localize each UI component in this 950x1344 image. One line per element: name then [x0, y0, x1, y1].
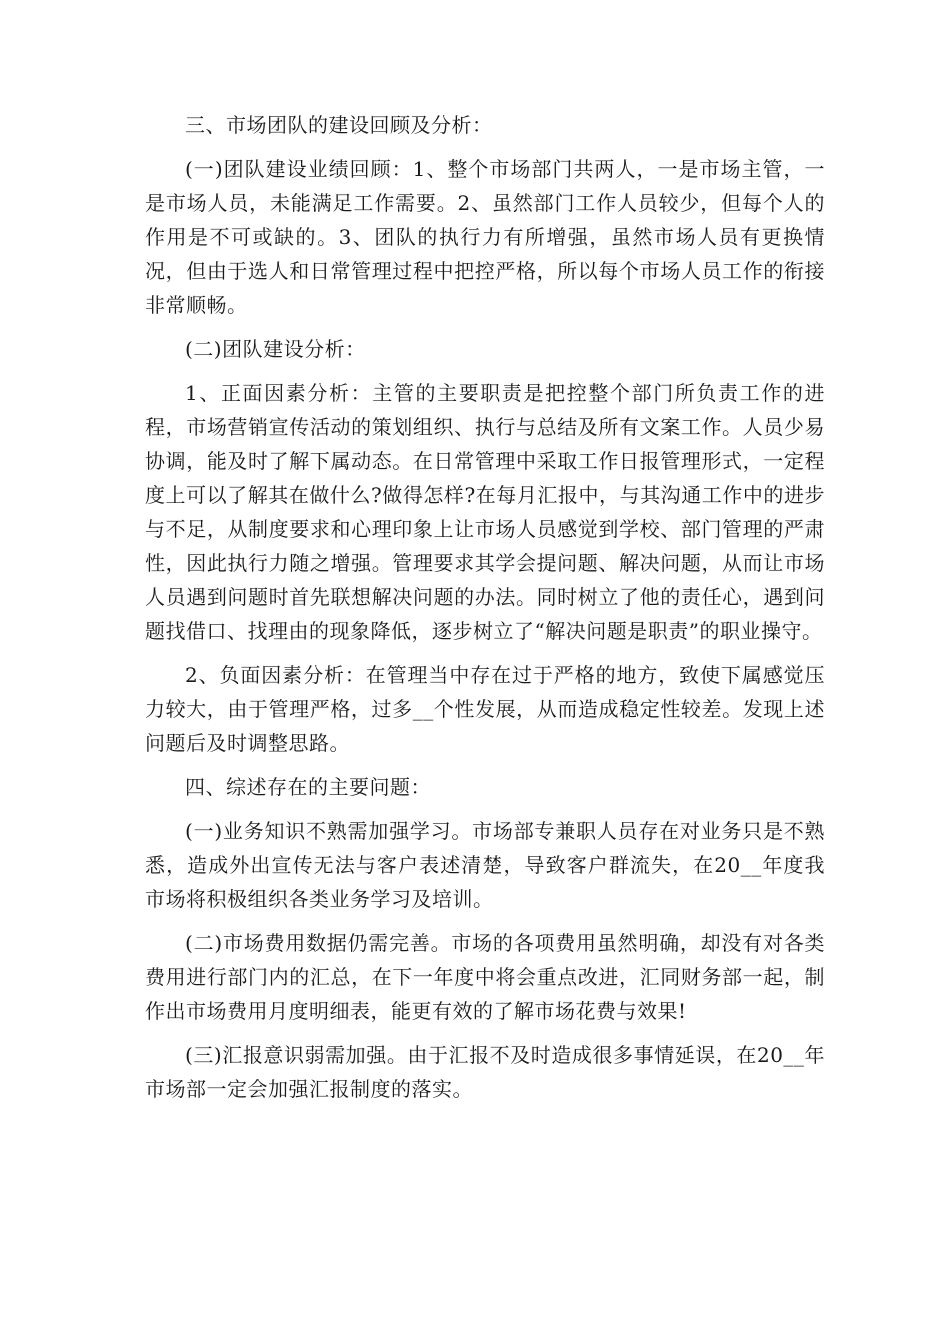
section-heading-main-problems: 四、综述存在的主要问题： — [185, 775, 431, 799]
document-body — [145, 108, 825, 1116]
section-heading-team-review: 三、市场团队的建设回顾及分析： — [185, 113, 493, 137]
paragraph-problem-business-knowledge: (一)业务知识不熟需加强学习。市场部专兼职人员存在对业务只是不熟悉，造成外出宣传无法与客户表述清楚，导致客户群流失，在20__年度我市场将积极组织各类业务学习及培训。 — [145, 819, 825, 911]
subheading-team-analysis: (二)团队建设分析： — [185, 337, 366, 361]
paragraph-negative-factors: 2、负面因素分析：在管理当中存在过于严格的地方，致使下属感觉压力较大，由于管理严格，过多__个性发展，从而造成稳定性较差。发现上述问题后及时调整思路。 — [145, 663, 825, 755]
paragraph-problem-reporting: (三)汇报意识弱需加强。由于汇报不及时造成很多事情延误，在20__年市场部一定会加强汇报制度的落实。 — [145, 1043, 825, 1101]
paragraph-team-performance-review: (一)团队建设业绩回顾：1、整个市场部门共两人，一是市场主管，一是市场人员，未能满足工作需要。2、虽然部门工作人员较少，但每个人的作用是不可或缺的。3、团队的执行力有所增强，虽然市场人员有更换情况，但由于选人和日常管理过程中把控严格，所以每个市场人员工作的衔接非常顺畅。 — [145, 157, 825, 317]
paragraph-problem-expense-data: (二)市场费用数据仍需完善。市场的各项费用虽然明确，却没有对各类费用进行部门内的汇总，在下一年度中将会重点改进，汇同财务部一起，制作出市场费用月度明细表，能更有效的了解市场花费与效果! — [145, 931, 825, 1023]
paragraph-positive-factors: 1、正面因素分析：主管的主要职责是把控整个部门所负责工作的进程，市场营销宣传活动的策划组织、执行与总结及所有文案工作。人员少易协调，能及时了解下属动态。在日常管理中采取工作日报管理形式，一定程度上可以了解其在做什么?做得怎样?在每月汇报中，与其沟通工作中的进步与不足，从制度要求和心理印象上让市场人员感觉到学校、部门管理的严肃性，因此执行力随之增强。管理要求其学会提问题、解决问题，从而让市场人员遇到问题时首先联想解决问题的办法。同时树立了他的责任心，遇到问题找借口、找理由的现象降低，逐步树立了“解决问题是职责”的职业操守。 — [145, 381, 825, 643]
